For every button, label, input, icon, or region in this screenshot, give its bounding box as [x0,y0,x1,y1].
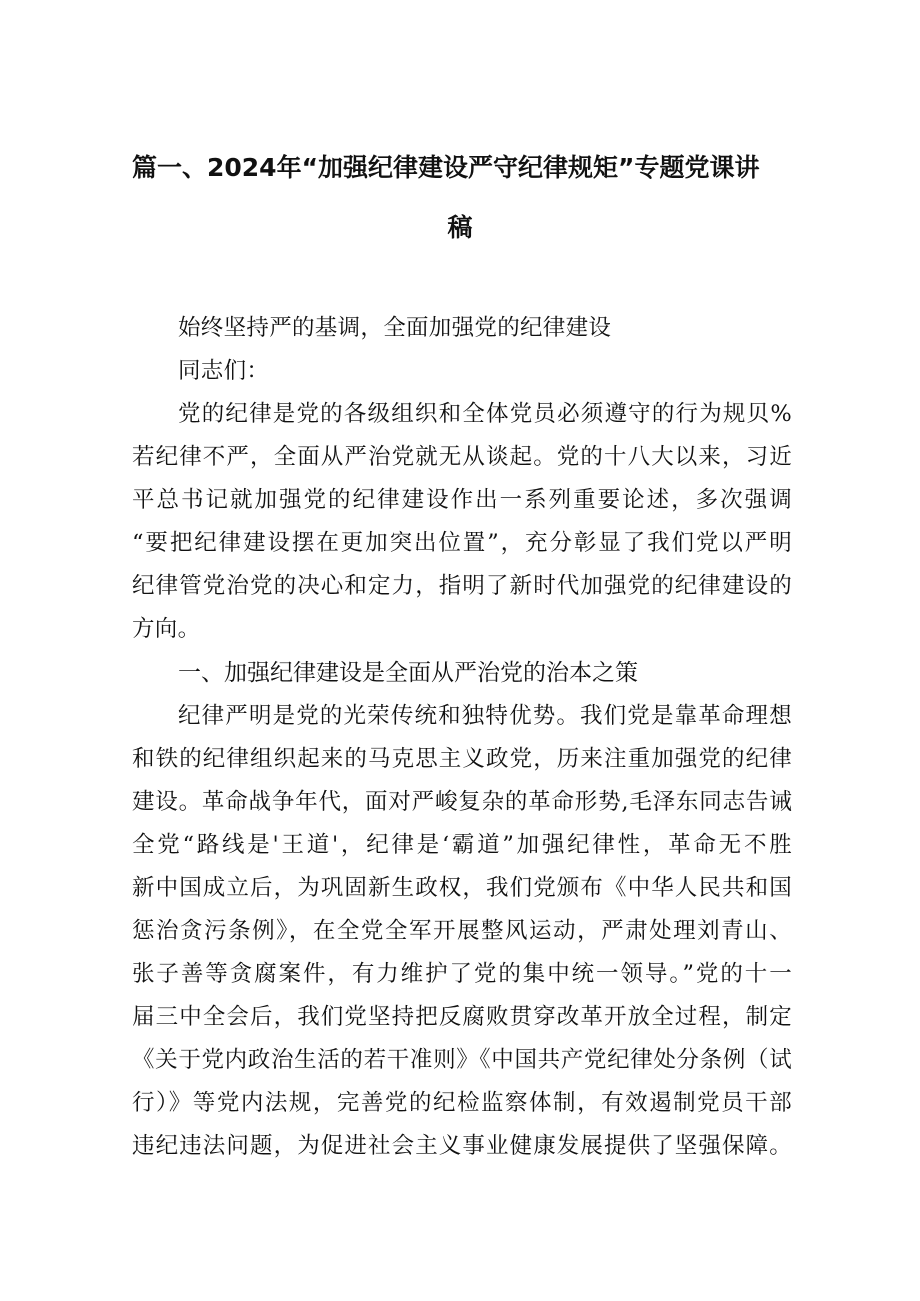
paragraph-line: 行）》等党内法规，完善党的纪检监察体制，有效遏制党员干部 [132,1090,792,1116]
paragraph-line: “要把纪律建设摆在更加突出位置”，充分彰显了我们党以严明 [132,530,792,556]
paragraph-line: 全党“路线是'王道'，纪律是‘霸道”加强纪律性，革命无不胜 [132,832,792,858]
paragraph-line: 纪律严明是党的光荣传统和独特优势。我们党是靠革命理想 [178,703,792,729]
paragraph-line: 党的纪律是党的各级组织和全体党员必须遵守的行为规贝% [178,401,792,427]
salutation: 同志们： [178,358,270,384]
document-title-line-1: 篇一、2024年“加强纪律建设严守纪律规矩”专题党课讲 [132,153,760,182]
paragraph-line: 和铁的纪律组织起来的马克思主义政党，历来注重加强党的纪律 [132,746,792,772]
document-title-line-2: 稿 [447,213,473,242]
paragraph-line: 届三中全会后，我们党坚持把反腐败贯穿改革开放全过程，制定 [132,1004,792,1030]
paragraph-line: 方向。 [132,616,201,642]
section-heading: 一、加强纪律建设是全面从严治党的治本之策 [178,660,638,686]
paragraph-line: 新中国成立后，为巩固新生政权，我们党颁布《中华人民共和国 [132,875,792,901]
paragraph-line: 纪律管党治党的决心和定力，指明了新时代加强党的纪律建设的 [132,573,792,599]
subtitle: 始终坚持严的基调，全面加强党的纪律建设 [178,315,612,341]
paragraph-line: 违纪违法问题，为促进社会主义事业健康发展提供了坚强保障。 [132,1133,792,1159]
paragraph-line: 《关于党内政治生活的若干准则》《中国共产党纪律处分条例（试 [132,1047,792,1073]
paragraph-line: 惩治贪污条例》，在全党全军开展整风运动，严肃处理刘青山、 [132,918,792,944]
paragraph-line: 建设。革命战争年代，面对严峻复杂的革命形势,毛泽东同志告诫 [132,789,792,815]
paragraph-line: 平总书记就加强党的纪律建设作出一系列重要论述，多次强调 [132,487,792,513]
paragraph-line: 张子善等贪腐案件，有力维护了党的集中统一领导。”党的十一 [132,961,792,987]
paragraph-line: 若纪律不严，全面从严治党就无从谈起。党的十八大以来，习近 [132,444,792,470]
